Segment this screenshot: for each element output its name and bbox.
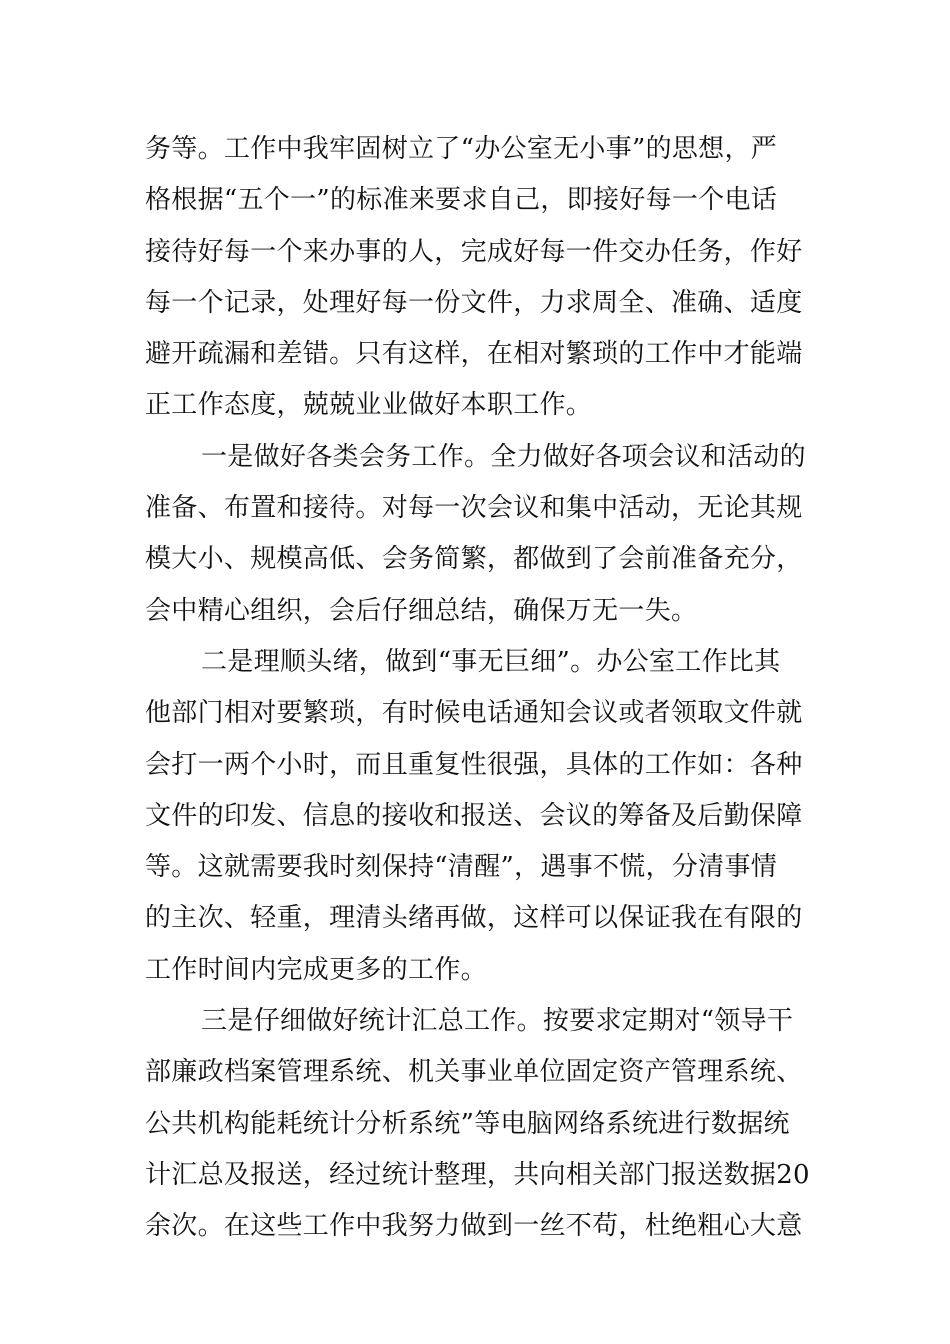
text-line: 正工作态度，兢兢业业做好本职工作。	[145, 390, 593, 421]
text-line: 计汇总及报送，经过统计整理，共向相关部门报送数据20	[145, 1159, 810, 1190]
text-line: 格根据“五个一”的标准来要求自己，即接好每一个电话	[145, 185, 778, 216]
text-line: 余次。在这些工作中我努力做到一丝不苟，杜绝粗心大意	[145, 1211, 803, 1242]
text-line: 每一个记录，处理好每一份文件，力求周全、准确、适度	[145, 287, 803, 318]
paragraph-start-line: 二是理顺头绪，做到“事无巨细”。办公室工作比其	[201, 646, 781, 677]
text-line: 他部门相对要繁琐，有时候电话通知会议或者领取文件就	[145, 698, 803, 729]
text-line: 避开疏漏和差错。只有这样，在相对繁琐的工作中才能端	[145, 339, 803, 370]
paragraph-start-line: 一是做好各类会务工作。全力做好各项会议和活动的	[201, 441, 806, 472]
text-line: 会中精心组织，会后仔细总结，确保万无一失。	[145, 595, 698, 626]
text-line: 接待好每一个来办事的人，完成好每一件交办任务，作好	[145, 236, 803, 267]
text-line: 等。这就需要我时刻保持“清醒”，遇事不慌，分清事情	[145, 852, 778, 883]
text-line: 文件的印发、信息的接收和报送、会议的筹备及后勤保障	[145, 800, 803, 831]
text-line: 工作时间内完成更多的工作。	[145, 954, 487, 985]
text-line: 部廉政档案管理系统、机关事业单位固定资产管理系统、	[145, 1057, 803, 1088]
text-line: 公共机构能耗统计分析系统”等电脑网络系统进行数据统	[145, 1108, 790, 1139]
text-line: 务等。工作中我牢固树立了“办公室无小事”的思想，严	[145, 134, 778, 164]
text-line: 的主次、轻重，理清头绪再做，这样可以保证我在有限的	[145, 903, 803, 934]
text-line: 会打一两个小时，而且重复性很强，具体的工作如：各种	[145, 749, 803, 780]
document-body	[145, 124, 810, 1253]
text-line: 模大小、规模高低、会务简繁，都做到了会前准备充分，	[145, 544, 803, 575]
paragraph-start-line: 三是仔细做好统计汇总工作。按要求定期对“领导干	[201, 1006, 794, 1037]
text-line: 准备、布置和接待。对每一次会议和集中活动，无论其规	[145, 493, 803, 524]
